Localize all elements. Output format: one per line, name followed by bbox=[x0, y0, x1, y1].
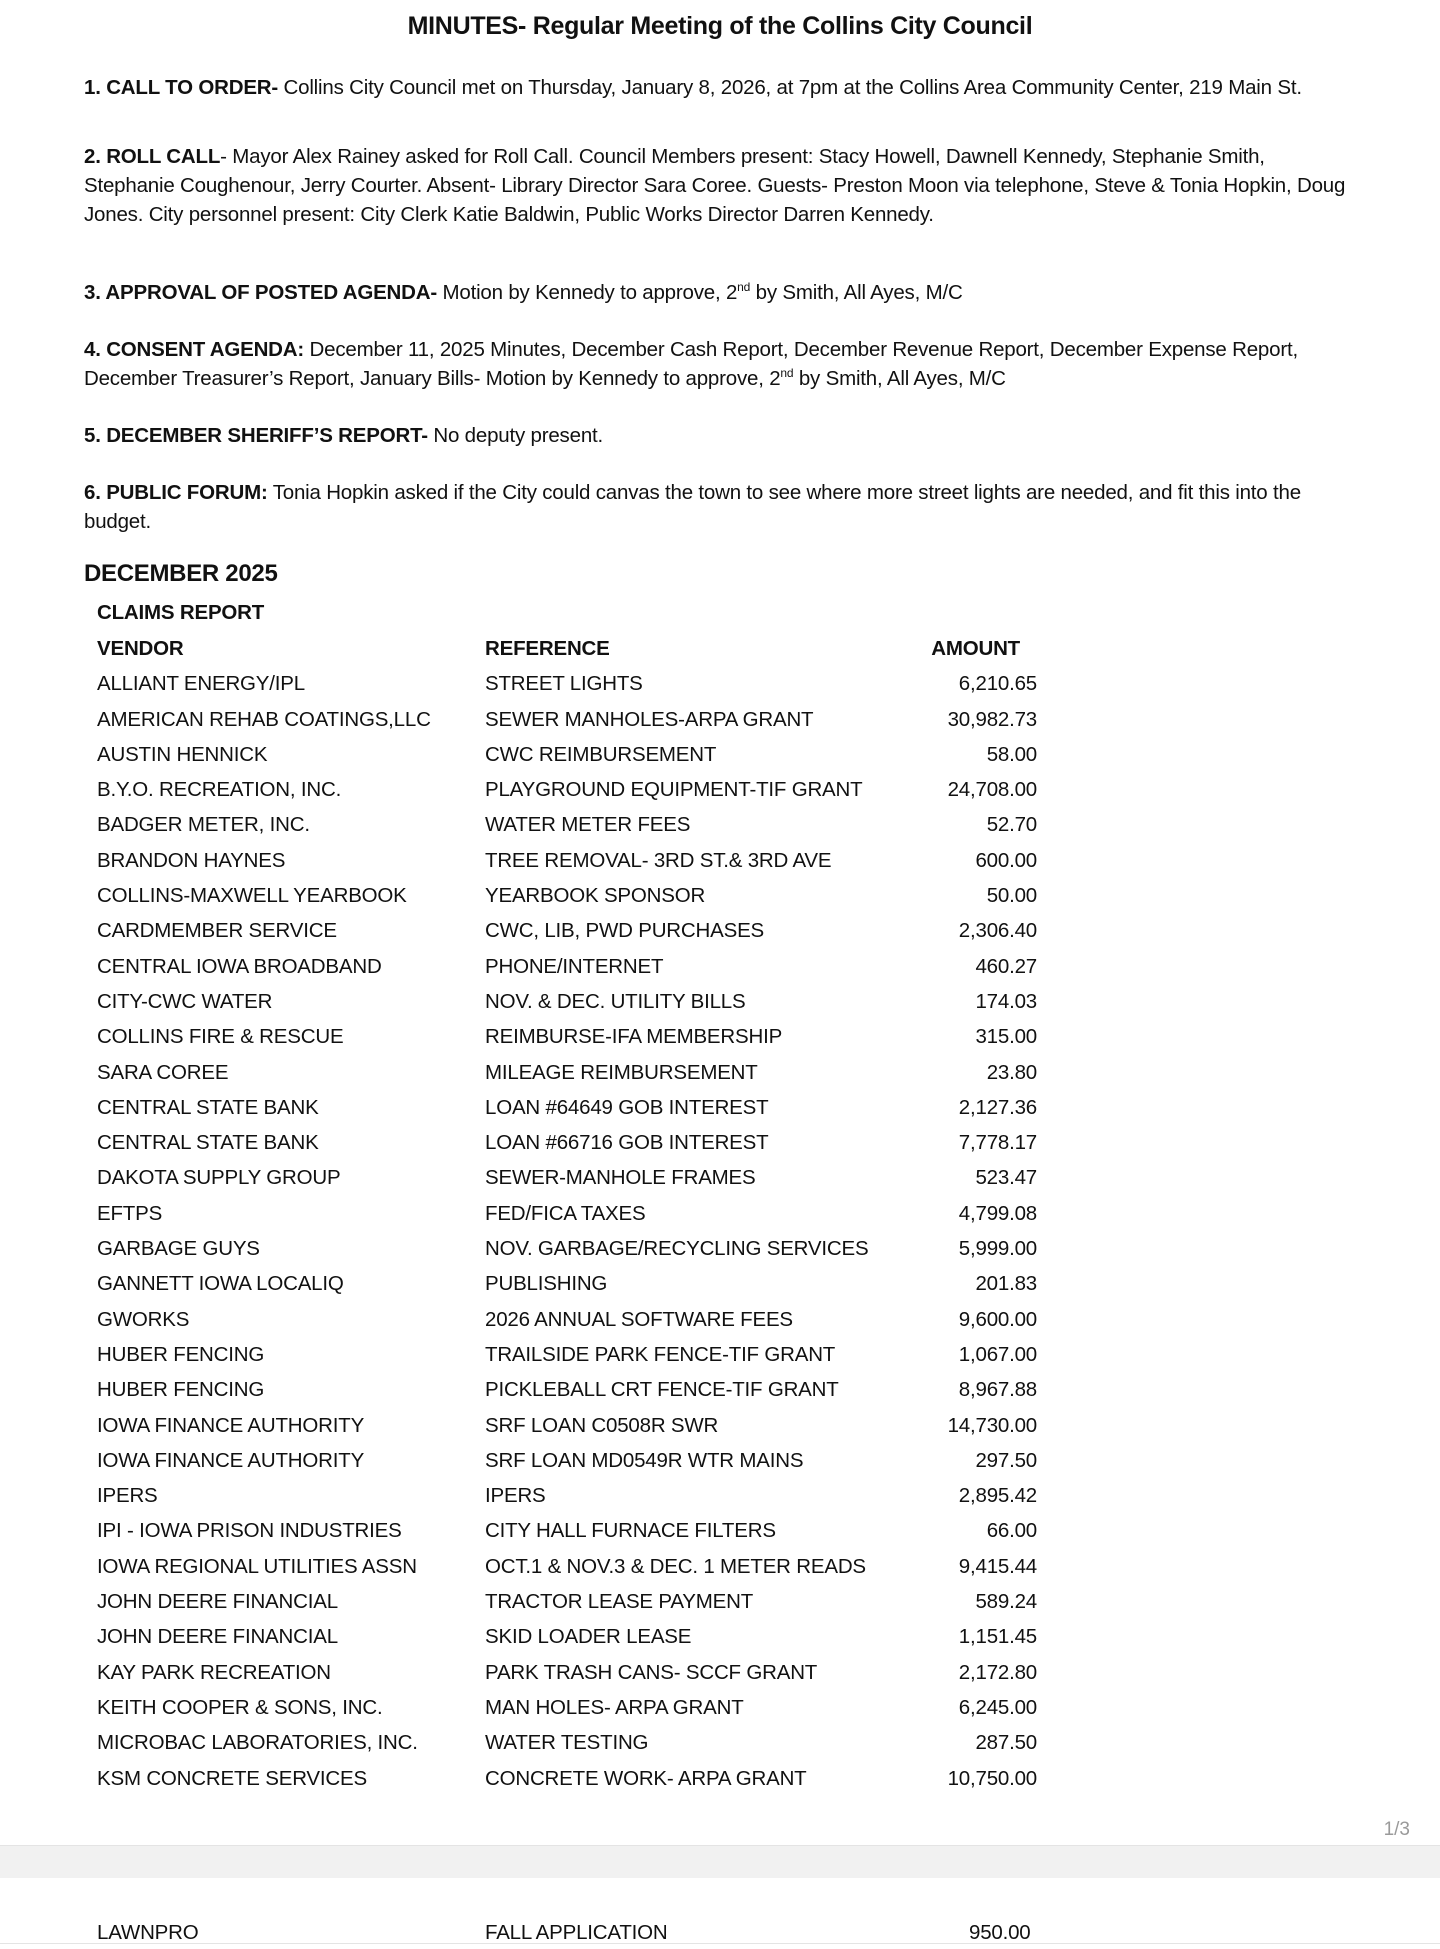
claim-vendor: CENTRAL IOWA BROADBAND bbox=[97, 954, 382, 978]
claim-reference: MAN HOLES- ARPA GRANT bbox=[485, 1695, 744, 1719]
claims-row bbox=[97, 1159, 1037, 1194]
claim-reference: WATER METER FEES bbox=[485, 813, 691, 837]
claim-vendor: COLLINS FIRE & RESCUE bbox=[97, 1025, 344, 1049]
claim-vendor: HUBER FENCING bbox=[97, 1378, 265, 1402]
claim-reference: FALL APPLICATION bbox=[485, 1921, 668, 1944]
column-header-reference: REFERENCE bbox=[485, 637, 610, 660]
claim-reference: CITY HALL FURNACE FILTERS bbox=[485, 1519, 776, 1543]
claim-vendor: SARA COREE bbox=[97, 1060, 229, 1084]
claim-reference: OCT.1 & NOV.3 & DEC. 1 METER READS bbox=[485, 1554, 866, 1578]
claims-row bbox=[97, 1336, 1037, 1371]
claim-amount: 2,127.36 bbox=[958, 1095, 1037, 1119]
claim-amount: 6,245.00 bbox=[958, 1695, 1037, 1719]
item-text: - Mayor Alex Rainey asked for Roll Call. Council Members present: Stacy Howell, Dawnell Kennedy, Stephanie Smith, Stephanie Coughenour, Jerry Courter. Absent- Library Director Sara Coree. Guests- Preston Moon via telephone, Steve & Tonia Hopkin, Doug Jones. City personnel present: City Clerk Katie Baldwin, Public Works Director Darren Kennedy. bbox=[84, 145, 1346, 226]
claim-vendor: IOWA REGIONAL UTILITIES ASSN bbox=[97, 1554, 417, 1578]
claim-vendor: EFTPS bbox=[97, 1201, 163, 1225]
claim-reference: LOAN #66716 GOB INTEREST bbox=[485, 1131, 769, 1155]
item-consent-agenda bbox=[84, 335, 1354, 393]
claim-reference: CWC REIMBURSEMENT bbox=[485, 742, 717, 766]
claim-amount: 460.27 bbox=[975, 954, 1037, 978]
claim-vendor: IPERS bbox=[97, 1484, 158, 1508]
claim-amount: 24,708.00 bbox=[947, 778, 1037, 802]
claim-vendor: LAWNPRO bbox=[97, 1921, 199, 1944]
claims-row bbox=[97, 701, 1037, 736]
claims-row bbox=[97, 1914, 1037, 1949]
claim-amount: 315.00 bbox=[975, 1025, 1037, 1049]
claims-row bbox=[97, 948, 1037, 983]
claim-amount: 66.00 bbox=[986, 1519, 1037, 1543]
claim-reference: FED/FICA TAXES bbox=[485, 1201, 646, 1225]
claim-vendor: CITY-CWC WATER bbox=[97, 989, 273, 1013]
item-roll-call bbox=[84, 142, 1354, 229]
claim-reference: CONCRETE WORK- ARPA GRANT bbox=[485, 1766, 807, 1790]
column-header-vendor: VENDOR bbox=[97, 637, 184, 660]
claims-row bbox=[97, 1689, 1037, 1724]
claim-amount: 2,172.80 bbox=[958, 1660, 1037, 1684]
claim-amount: 1,151.45 bbox=[958, 1625, 1037, 1649]
item-public-forum bbox=[84, 478, 1354, 536]
claim-reference: SRF LOAN MD0549R WTR MAINS bbox=[485, 1448, 804, 1472]
page-separator bbox=[0, 1845, 1440, 1879]
page-indicator: 1/3 bbox=[1383, 1819, 1410, 1840]
claim-vendor: IPI - IOWA PRISON INDUSTRIES bbox=[97, 1519, 402, 1543]
claim-reference: YEARBOOK SPONSOR bbox=[485, 884, 706, 908]
claims-row bbox=[97, 1371, 1037, 1406]
claim-reference: CWC, LIB, PWD PURCHASES bbox=[485, 919, 765, 943]
claim-amount: 30,982.73 bbox=[947, 707, 1037, 731]
claim-vendor: KAY PARK RECREATION bbox=[97, 1660, 331, 1684]
claims-row bbox=[97, 1760, 1037, 1795]
claim-amount: 2,895.42 bbox=[958, 1484, 1037, 1508]
claim-reference: REIMBURSE-IFA MEMBERSHIP bbox=[485, 1025, 783, 1049]
item-sheriff-report bbox=[84, 421, 1354, 450]
claims-row bbox=[97, 736, 1037, 771]
claim-reference: PICKLEBALL CRT FENCE-TIF GRANT bbox=[485, 1378, 839, 1402]
item-call-to-order bbox=[84, 73, 1354, 102]
item-label: 1. CALL TO ORDER- bbox=[84, 76, 279, 99]
claim-amount: 9,600.00 bbox=[958, 1307, 1037, 1331]
claim-reference: WATER TESTING bbox=[485, 1731, 649, 1755]
claim-amount: 50.00 bbox=[986, 884, 1037, 908]
claim-amount: 523.47 bbox=[975, 1166, 1037, 1190]
claim-reference: PLAYGROUND EQUIPMENT-TIF GRANT bbox=[485, 778, 863, 802]
claims-row bbox=[97, 1654, 1037, 1689]
claim-reference: LOAN #64649 GOB INTEREST bbox=[485, 1095, 769, 1119]
claims-row bbox=[97, 1724, 1037, 1759]
claims-row bbox=[97, 771, 1037, 806]
claim-reference: STREET LIGHTS bbox=[485, 672, 643, 696]
claim-reference: TRACTOR LEASE PAYMENT bbox=[485, 1590, 754, 1614]
claims-row bbox=[97, 1477, 1037, 1512]
claim-vendor: IOWA FINANCE AUTHORITY bbox=[97, 1448, 365, 1472]
claim-amount: 23.80 bbox=[986, 1060, 1037, 1084]
claim-vendor: IOWA FINANCE AUTHORITY bbox=[97, 1413, 365, 1437]
claims-row bbox=[97, 1089, 1037, 1124]
claim-vendor: ALLIANT ENERGY/IPL bbox=[97, 672, 305, 696]
claim-amount: 201.83 bbox=[975, 1272, 1037, 1296]
claim-amount: 7,778.17 bbox=[958, 1131, 1037, 1155]
item-label: 2. ROLL CALL bbox=[84, 145, 221, 168]
item-text: by Smith, All Ayes, M/C bbox=[750, 281, 963, 304]
claim-vendor: GARBAGE GUYS bbox=[97, 1237, 260, 1261]
item-text: Motion by Kennedy to approve, 2 bbox=[437, 281, 738, 304]
claim-reference: SRF LOAN C0508R SWR bbox=[485, 1413, 719, 1437]
claim-amount: 4,799.08 bbox=[958, 1201, 1037, 1225]
claims-row bbox=[97, 1618, 1037, 1653]
claim-reference: TRAILSIDE PARK FENCE-TIF GRANT bbox=[485, 1342, 836, 1366]
claim-vendor: HUBER FENCING bbox=[97, 1342, 265, 1366]
claims-row bbox=[97, 806, 1037, 841]
claim-vendor: MICROBAC LABORATORIES, INC. bbox=[97, 1731, 418, 1755]
claim-amount: 8,967.88 bbox=[958, 1378, 1037, 1402]
claim-vendor: JOHN DEERE FINANCIAL bbox=[97, 1590, 338, 1614]
claims-row bbox=[97, 983, 1037, 1018]
claim-amount: 287.50 bbox=[975, 1731, 1037, 1755]
claims-row bbox=[97, 1124, 1037, 1159]
claim-amount: 2,306.40 bbox=[958, 919, 1037, 943]
claim-reference: SKID LOADER LEASE bbox=[485, 1625, 692, 1649]
item-text: No deputy present. bbox=[427, 424, 604, 447]
claims-report-title: CLAIMS REPORT bbox=[97, 601, 265, 624]
claim-reference: SEWER-MANHOLE FRAMES bbox=[485, 1166, 756, 1190]
claim-amount: 10,750.00 bbox=[947, 1766, 1037, 1790]
claim-reference: NOV. GARBAGE/RECYCLING SERVICES bbox=[485, 1237, 869, 1261]
claim-amount: 14,730.00 bbox=[947, 1413, 1037, 1437]
claims-row bbox=[97, 1230, 1037, 1265]
claim-vendor: GANNETT IOWA LOCALIQ bbox=[97, 1272, 344, 1296]
document-title: MINUTES- Regular Meeting of the Collins City Council bbox=[407, 12, 1033, 40]
item-text: Collins City Council met on Thursday, January 8, 2026, at 7pm at the Collins Area Community Center, 219 Main St. bbox=[278, 76, 1302, 99]
claims-row bbox=[97, 912, 1037, 947]
item-approval-of-agenda bbox=[84, 278, 1354, 307]
claims-row bbox=[97, 1054, 1037, 1089]
claim-vendor: DAKOTA SUPPLY GROUP bbox=[97, 1166, 341, 1190]
claim-reference: NOV. & DEC. UTILITY BILLS bbox=[485, 989, 746, 1013]
claim-vendor: KSM CONCRETE SERVICES bbox=[97, 1766, 367, 1790]
claim-reference: MILEAGE REIMBURSEMENT bbox=[485, 1060, 758, 1084]
claim-reference: PUBLISHING bbox=[485, 1272, 608, 1296]
claims-row bbox=[97, 842, 1037, 877]
claims-row bbox=[97, 877, 1037, 912]
claim-vendor: BADGER METER, INC. bbox=[97, 813, 310, 837]
claim-reference: TREE REMOVAL- 3RD ST.& 3RD AVE bbox=[485, 848, 832, 872]
claims-row bbox=[97, 1018, 1037, 1053]
claim-vendor: BRANDON HAYNES bbox=[97, 848, 286, 872]
claim-amount: 5,999.00 bbox=[958, 1237, 1037, 1261]
claims-row bbox=[97, 1442, 1037, 1477]
claim-amount: 950.00 bbox=[969, 1921, 1031, 1944]
claim-reference: IPERS bbox=[485, 1484, 546, 1508]
item-sup: nd bbox=[737, 280, 751, 295]
item-label: 3. APPROVAL OF POSTED AGENDA- bbox=[84, 281, 437, 304]
claim-vendor: B.Y.O. RECREATION, INC. bbox=[97, 778, 342, 802]
claim-reference: PHONE/INTERNET bbox=[485, 954, 664, 978]
section-title: DECEMBER 2025 bbox=[84, 560, 278, 587]
column-header-amount: AMOUNT bbox=[931, 637, 1020, 660]
claims-row bbox=[97, 1512, 1037, 1547]
claim-vendor: CENTRAL STATE BANK bbox=[97, 1095, 319, 1119]
claim-amount: 6,210.65 bbox=[958, 672, 1037, 696]
claim-vendor: COLLINS-MAXWELL YEARBOOK bbox=[97, 884, 407, 908]
claims-row bbox=[97, 1195, 1037, 1230]
claim-vendor: CARDMEMBER SERVICE bbox=[97, 919, 337, 943]
item-text: by Smith, All Ayes, M/C bbox=[793, 367, 1006, 390]
claims-row bbox=[97, 1301, 1037, 1336]
claim-reference: PARK TRASH CANS- SCCF GRANT bbox=[485, 1660, 818, 1684]
item-sup: nd bbox=[780, 366, 794, 381]
claims-row bbox=[97, 1265, 1037, 1300]
claim-amount: 174.03 bbox=[975, 989, 1037, 1013]
claims-row bbox=[97, 1548, 1037, 1583]
item-label: 4. CONSENT AGENDA: bbox=[84, 338, 305, 361]
document-page-2 bbox=[0, 1878, 1440, 1944]
claim-amount: 589.24 bbox=[975, 1590, 1037, 1614]
item-label: 6. PUBLIC FORUM: bbox=[84, 481, 268, 504]
claim-vendor: KEITH COOPER & SONS, INC. bbox=[97, 1695, 383, 1719]
claim-amount: 600.00 bbox=[975, 848, 1037, 872]
claim-vendor: GWORKS bbox=[97, 1307, 190, 1331]
claim-vendor: CENTRAL STATE BANK bbox=[97, 1131, 319, 1155]
item-text: December 11, 2025 Minutes, December Cash Report, December Revenue Report, December Expense Report, December Treasurer’s Report, January Bills- Motion by Kennedy to approve, 2 bbox=[84, 338, 1298, 390]
claim-amount: 1,067.00 bbox=[958, 1342, 1037, 1366]
claim-vendor: AMERICAN REHAB COATINGS,LLC bbox=[97, 707, 431, 731]
claims-row bbox=[97, 1583, 1037, 1618]
item-label: 5. DECEMBER SHERIFF’S REPORT- bbox=[84, 424, 428, 447]
claims-row bbox=[97, 665, 1037, 700]
claim-vendor: AUSTIN HENNICK bbox=[97, 742, 268, 766]
claim-amount: 9,415.44 bbox=[958, 1554, 1037, 1578]
claim-amount: 58.00 bbox=[986, 742, 1037, 766]
claims-table bbox=[97, 630, 1037, 1795]
claims-table-body bbox=[97, 665, 1037, 1795]
item-text: Tonia Hopkin asked if the City could canvas the town to see where more street lights are needed, and fit this into the budget. bbox=[84, 481, 1301, 533]
claim-reference: SEWER MANHOLES-ARPA GRANT bbox=[485, 707, 814, 731]
claim-amount: 297.50 bbox=[975, 1448, 1037, 1472]
claim-vendor: JOHN DEERE FINANCIAL bbox=[97, 1625, 338, 1649]
claims-row bbox=[97, 1407, 1037, 1442]
claims-table-header bbox=[97, 630, 1037, 665]
claim-reference: 2026 ANNUAL SOFTWARE FEES bbox=[485, 1307, 793, 1331]
claim-amount: 52.70 bbox=[986, 813, 1037, 837]
